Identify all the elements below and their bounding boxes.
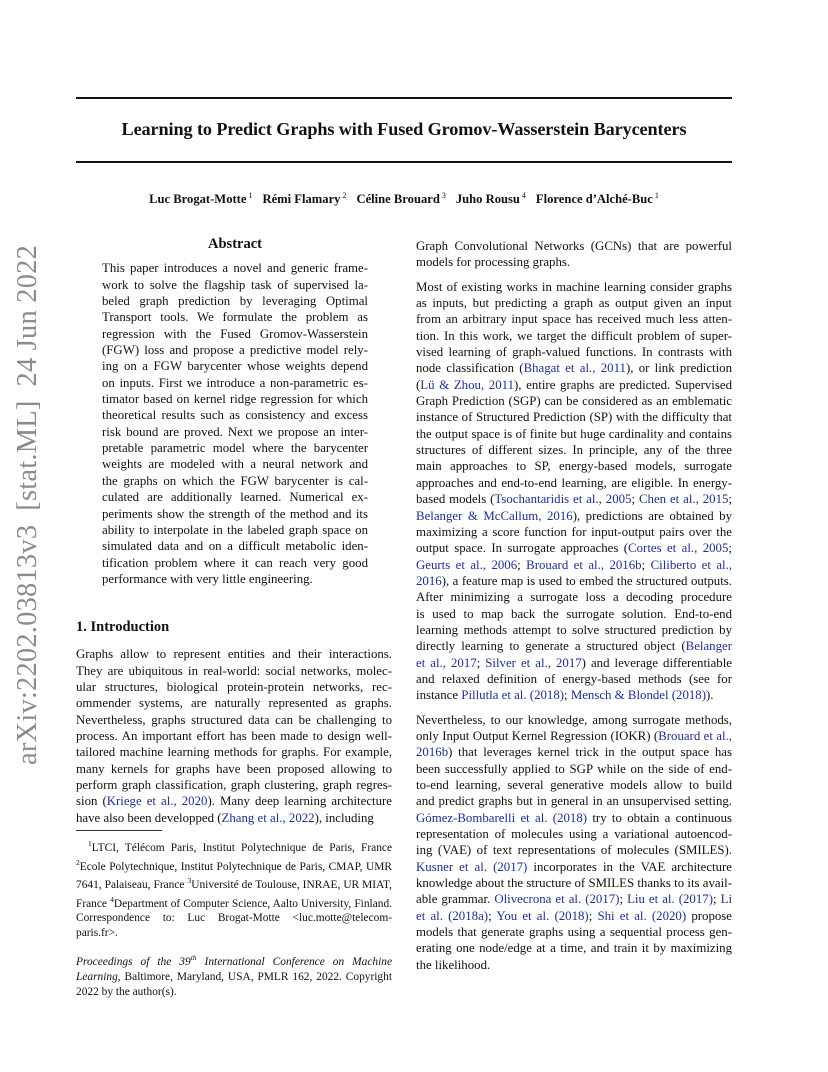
text-line	[416, 908, 732, 924]
text-line	[416, 475, 732, 491]
introduction-paragraph	[416, 238, 732, 271]
abstract-line: pretable parametric model where the barycenter	[102, 441, 368, 456]
text-segment: (	[416, 377, 421, 392]
abstract-line: timator based on kernel ridge regression for which	[102, 392, 368, 407]
text-line	[76, 679, 392, 695]
text-segment: been successfully applied to SGP while on the side of end-	[416, 761, 732, 776]
text-line	[416, 671, 732, 687]
abstract-line: culated are additionally learned. Numerical ex-	[102, 490, 368, 505]
proceedings-prefix: Proceedings of the 39	[76, 956, 191, 969]
author	[262, 192, 346, 206]
text-segment: based models (	[416, 492, 495, 507]
introduction-paragraph	[416, 712, 732, 974]
citation-link[interactable]: 2016	[416, 573, 442, 588]
footnotes	[76, 830, 392, 999]
text-line	[416, 622, 732, 638]
introduction-paragraph	[76, 646, 392, 826]
author-name: Luc Brogat-Motte	[149, 192, 247, 206]
text-line	[416, 377, 732, 393]
abstract-body	[102, 260, 368, 587]
citation-link[interactable]: Belanger	[685, 639, 732, 654]
abstract-line: beled graph prediction by leveraging Optimal	[102, 294, 368, 309]
text-segment: After minimizing a surrogate loss a decoding procedure	[416, 590, 732, 605]
footnote-mark: 4	[110, 894, 114, 904]
citation-link[interactable]: Olivecrona et al. (2017)	[494, 892, 620, 907]
citation-link[interactable]: Chen et al., 2015	[638, 492, 729, 507]
citation-link[interactable]: Kusner et al. (2017)	[416, 859, 528, 874]
text-line	[416, 524, 732, 540]
abstract-line: risk bound are proved. Next we propose an inter-	[102, 424, 368, 439]
citation-link[interactable]: Mensch & Blondel (2018)	[570, 688, 707, 703]
affiliation-text: Université de Toulouse, INRAE, UR MIAT, France	[76, 878, 392, 910]
text-segment: ular structures, biological protein-protein networks, rec-	[76, 680, 392, 695]
text-segment: ;	[641, 557, 651, 572]
text-line	[416, 295, 732, 311]
text-line	[416, 328, 732, 344]
text-segment: Most of existing works in machine learning consider graphs	[416, 279, 732, 294]
text-segment: structures of different sizes. In principle, any of the three	[416, 443, 732, 458]
text-segment: knowledge about the structure of SMILES thanks to its avail-	[416, 876, 732, 891]
text-segment: learning methods attempt to solve structured prediction by	[416, 622, 732, 637]
text-segment: as inputs, but predicting a graph as output given an input	[416, 296, 732, 311]
affiliation-text: LTCI, Télécom Paris, Institut Polytechnique de Paris, France	[91, 841, 392, 854]
abstract-line: ability to interpolate in the labeled graph space on	[102, 522, 368, 537]
citation-link[interactable]: Belanger & McCallum, 2016	[416, 508, 573, 523]
arxiv-watermark	[12, 231, 44, 765]
text-line	[416, 606, 732, 622]
text-segment: the likelihood.	[416, 957, 491, 972]
text-line	[416, 924, 732, 940]
text-segment: and relaxed definition of energy-based methods (see for	[416, 671, 732, 686]
title-rule-bottom	[76, 161, 732, 163]
text-line	[76, 810, 392, 826]
author	[456, 192, 526, 206]
text-segment: vised learning of graph-valued functions. In contrasts with	[416, 345, 732, 360]
text-segment: ;	[619, 892, 628, 907]
introduction-paragraph	[416, 279, 732, 704]
footnote-mark: 3	[187, 876, 192, 885]
text-segment: node classification (	[416, 361, 524, 376]
text-segment: representation of molecules using a variational autoencod-	[416, 827, 732, 842]
text-line	[416, 442, 732, 458]
text-line	[76, 761, 392, 777]
text-segment: ) and leverage differentiable	[581, 655, 732, 670]
text-line	[416, 426, 732, 442]
text-line	[416, 573, 732, 589]
introduction-heading: 1. Introduction	[76, 619, 170, 635]
citation-link[interactable]: et al. (2018a)	[416, 908, 489, 923]
abstract-line: work to solve the flagship task of supervised la-	[102, 277, 368, 292]
text-segment: ;	[712, 892, 721, 907]
text-segment: perform graph classification, graph clustering, graph regres-	[76, 778, 392, 793]
text-line	[416, 311, 732, 327]
text-line	[416, 508, 732, 524]
text-line	[416, 279, 732, 295]
text-segment: incorporates in the VAE architecture	[527, 859, 732, 874]
text-segment: models that generate graphs using a sequential process gen-	[416, 925, 732, 940]
title-rule-top	[76, 97, 732, 99]
text-segment: ), or link prediction	[625, 361, 732, 376]
text-line	[416, 744, 732, 760]
citation-link[interactable]: You et al. (2018)	[496, 908, 589, 923]
text-line	[416, 344, 732, 360]
citation-link[interactable]: Li	[720, 892, 733, 907]
text-segment: only Input Output Kernel Regression (IOKR) (	[416, 728, 659, 743]
text-line	[416, 712, 732, 728]
text-line	[416, 859, 732, 875]
text-line	[416, 360, 732, 376]
citation-link[interactable]: Liu et al. (2017)	[627, 892, 713, 907]
text-line	[416, 793, 732, 809]
citation-link[interactable]: Shi et al. (2020)	[597, 908, 687, 923]
text-line	[76, 695, 392, 711]
arxiv-date: 24 Jun 2022	[12, 244, 43, 387]
text-line	[416, 238, 732, 254]
text-segment: approaches and end-to-end learning, are eligible. In energy-	[416, 475, 732, 490]
author-affiliation-mark: 1	[248, 191, 253, 200]
affiliations-footnote	[76, 837, 392, 940]
citation-link[interactable]: Lü & Zhou, 2011	[420, 377, 515, 392]
text-line	[416, 810, 732, 826]
proceedings-ordinal: th	[190, 953, 197, 963]
text-segment: tailored machine learning methods for graphs. For example,	[76, 745, 392, 760]
text-segment: is used to map back the surrogate solution. End-to-end	[416, 606, 732, 621]
text-line	[76, 646, 392, 662]
abstract-line: simulated data and on a difficult metabolic iden-	[102, 539, 368, 554]
text-segment: and predict graphs but in general in an unsupervised setting.	[416, 794, 732, 809]
text-segment: instance of Structured Prediction (SP) with the difficulty that	[416, 410, 732, 425]
text-line	[416, 842, 732, 858]
footnote-rule	[76, 830, 162, 831]
citation-link[interactable]: Zhang et al., 2022	[221, 810, 315, 825]
citation-link[interactable]: Brouard et al.,	[658, 728, 732, 743]
abstract-line: This paper introduces a novel and generic frame-	[102, 261, 368, 276]
text-line	[416, 728, 732, 744]
text-segment: process. An important effort has been made to design well-	[76, 729, 392, 744]
introduction-left-column	[76, 619, 392, 826]
abstract-line: periments show the strength of the method and its	[102, 506, 368, 521]
author-affiliation-mark: 3	[441, 191, 446, 200]
text-segment: ommender systems, are naturally represented as graphs.	[76, 696, 392, 711]
text-segment: propose	[686, 908, 732, 923]
text-segment: ;	[564, 688, 571, 703]
text-line	[416, 540, 732, 556]
text-segment: ;	[476, 655, 486, 670]
citation-link[interactable]: 2016b	[416, 745, 449, 760]
abstract-line: (FGW) loss and propose a predictive model rely-	[102, 343, 368, 358]
text-segment: ), predictions are obtained by	[572, 508, 732, 523]
text-line	[416, 589, 732, 605]
text-line	[416, 557, 732, 573]
citation-link[interactable]: Ciliberto et al.,	[650, 557, 733, 572]
author-name: Rémi Flamary	[262, 192, 341, 206]
author-affiliation-mark: 4	[521, 191, 526, 200]
abstract-heading: Abstract	[208, 236, 262, 252]
text-segment: Graphs allow to represent entities and their interactions.	[76, 647, 392, 662]
text-line	[416, 826, 732, 842]
citation-link[interactable]: Cortes et al., 2005	[628, 541, 729, 556]
text-line	[416, 254, 732, 270]
text-line	[416, 875, 732, 891]
text-line	[416, 891, 732, 907]
text-segment: have also been developped (	[76, 810, 222, 825]
citation-link[interactable]: Bhagat et al., 2011	[523, 361, 626, 376]
text-segment: output space. In surrogate approaches (	[416, 541, 629, 556]
abstract-line: Transport tools. We formulate the problem as	[102, 310, 368, 325]
proceedings-footnote	[76, 951, 392, 999]
abstract-line: regression with the Fused Gromov-Wasserstein	[102, 326, 368, 341]
text-segment: ).	[706, 688, 714, 703]
citation-link[interactable]: Tsochantaridis et al., 2005	[494, 492, 632, 507]
text-line	[416, 940, 732, 956]
text-segment: ;	[588, 908, 598, 923]
text-segment: tion. In this work, we target the difficult problem of super-	[416, 328, 732, 343]
text-segment: Nevertheless, to our knowledge, among surrogate methods,	[416, 712, 732, 727]
proceedings-details: , Baltimore, Maryland, USA, PMLR 162, 2022. Copyright 2022 by the author(s).	[76, 970, 392, 998]
text-segment: directly learning to generate a structured object (	[416, 639, 686, 654]
abstract-line: weights are modeled with a neural network and	[102, 457, 368, 472]
abstract-section	[102, 236, 368, 587]
text-segment: ). Many deep learning architecture	[207, 794, 392, 809]
text-line	[416, 957, 732, 973]
text-line	[416, 491, 732, 507]
text-line	[416, 655, 732, 671]
author-list	[76, 191, 732, 207]
author-affiliation-mark: 2	[342, 191, 347, 200]
text-segment: Graph Prediction (SGP) can be considered as an emblematic	[416, 394, 732, 409]
text-line	[416, 409, 732, 425]
text-segment: instance	[416, 688, 462, 703]
affiliation-text: Ecole Polytechnique, Institut Polytechnique de Paris, CMAP, UMR 7641, Palaiseau, France	[76, 860, 392, 891]
author	[536, 192, 659, 206]
citation-link[interactable]: Gómez-Bombarelli et al. (2018)	[416, 810, 588, 825]
text-segment: ing (VAE) of text representations of molecules (SMILES).	[416, 843, 732, 858]
arxiv-id[interactable]: arXiv:2202.03813v3	[12, 524, 43, 765]
text-segment: ;	[728, 492, 732, 507]
abstract-line: on inputs. First we introduce a non-parametric es-	[102, 375, 368, 390]
abstract-line: the graphs on which the FGW barycenter is cal-	[102, 473, 368, 488]
abstract-line: tification problem where it can reach very good	[102, 555, 368, 570]
text-segment: ;	[488, 908, 497, 923]
citation-link[interactable]: Kriege et al., 2020	[106, 794, 208, 809]
text-segment: ;	[728, 541, 732, 556]
proceedings-conference: International Conference on Machine Learning	[76, 956, 392, 983]
text-line	[76, 777, 392, 793]
text-line	[416, 687, 732, 703]
text-line	[416, 393, 732, 409]
text-segment: ;	[517, 557, 527, 572]
arxiv-category: [stat.ML]	[12, 400, 43, 511]
text-line	[76, 728, 392, 744]
text-segment: able grammar.	[416, 892, 495, 907]
abstract-line: ing on a FGW barycenter whose weights depend	[102, 359, 368, 374]
citation-link[interactable]: Geurts et al., 2006	[416, 557, 518, 572]
text-segment: ) that leverages kernel trick in the output space has	[448, 745, 732, 760]
text-segment: main approaches to SP, energy-based models, surrogate	[416, 459, 732, 474]
text-segment: Graph Convolutional Networks (GCNs) that are powerful	[416, 239, 732, 253]
abstract-line: performance with very little engineering.	[102, 571, 313, 586]
text-line	[416, 761, 732, 777]
text-segment: models for processing graphs.	[416, 255, 571, 270]
affiliation-text: Department of Computer Science, Aalto University, Finland. Correspondence to: Luc Brogat-Motte <luc.motte@telecom-paris.fr>.	[76, 897, 392, 939]
text-segment: to-end learning, several generative models allow to build	[416, 778, 732, 792]
author-name: Céline Brouard	[356, 192, 440, 206]
citation-link[interactable]: Pillutla et al. (2018)	[461, 688, 565, 703]
citation-link[interactable]: et al., 2017	[416, 655, 477, 670]
author-affiliation-mark: 1	[654, 191, 659, 200]
text-line	[76, 663, 392, 679]
text-line	[76, 712, 392, 728]
text-line	[416, 777, 732, 793]
author	[149, 192, 252, 206]
citation-link[interactable]: Silver et al., 2017	[485, 655, 582, 670]
text-line	[416, 638, 732, 654]
text-segment: erating one node/edge at a time, and train it by maximizing	[416, 941, 732, 956]
author-name: Juho Rousu	[455, 192, 520, 206]
text-segment: They are ubiquitous in real-world: social networks, molec-	[76, 663, 392, 678]
abstract-line: theoretical results such as consistency and excess	[102, 408, 368, 423]
text-line	[416, 458, 732, 474]
text-segment: Nevertheless, graphs structured data can be challenging to	[76, 712, 392, 727]
author-name: Florence d’Alché-Buc	[535, 192, 653, 206]
text-segment: from an arbitrary input space has received much less atten-	[416, 312, 732, 327]
text-line	[76, 744, 392, 760]
paper-title: Learning to Predict Graphs with Fused Gromov-Wasserstein Barycenters	[121, 119, 687, 139]
text-segment: ;	[631, 492, 639, 507]
text-segment: ), including	[314, 810, 374, 825]
text-segment: many kernels for graphs have been proposed allowing to	[76, 761, 392, 776]
text-line	[76, 793, 392, 809]
text-segment: maximizing a score function for input-output pairs over the	[416, 524, 732, 539]
text-segment: ), a feature map is used to embed the structured outputs.	[441, 573, 732, 588]
author	[356, 192, 445, 206]
text-segment: sion (	[76, 794, 107, 809]
citation-link[interactable]: Brouard et al., 2016b	[526, 557, 642, 572]
text-segment: try to obtain a continuous	[587, 810, 733, 825]
text-segment: the output space is of finite but huge cardinality and contains	[416, 426, 732, 441]
footnote-mark: 2	[76, 857, 80, 867]
footnote-mark: 1	[88, 839, 92, 848]
text-segment: ), entire graphs are predicted. Supervised	[514, 377, 732, 392]
introduction-right-column	[416, 238, 732, 973]
